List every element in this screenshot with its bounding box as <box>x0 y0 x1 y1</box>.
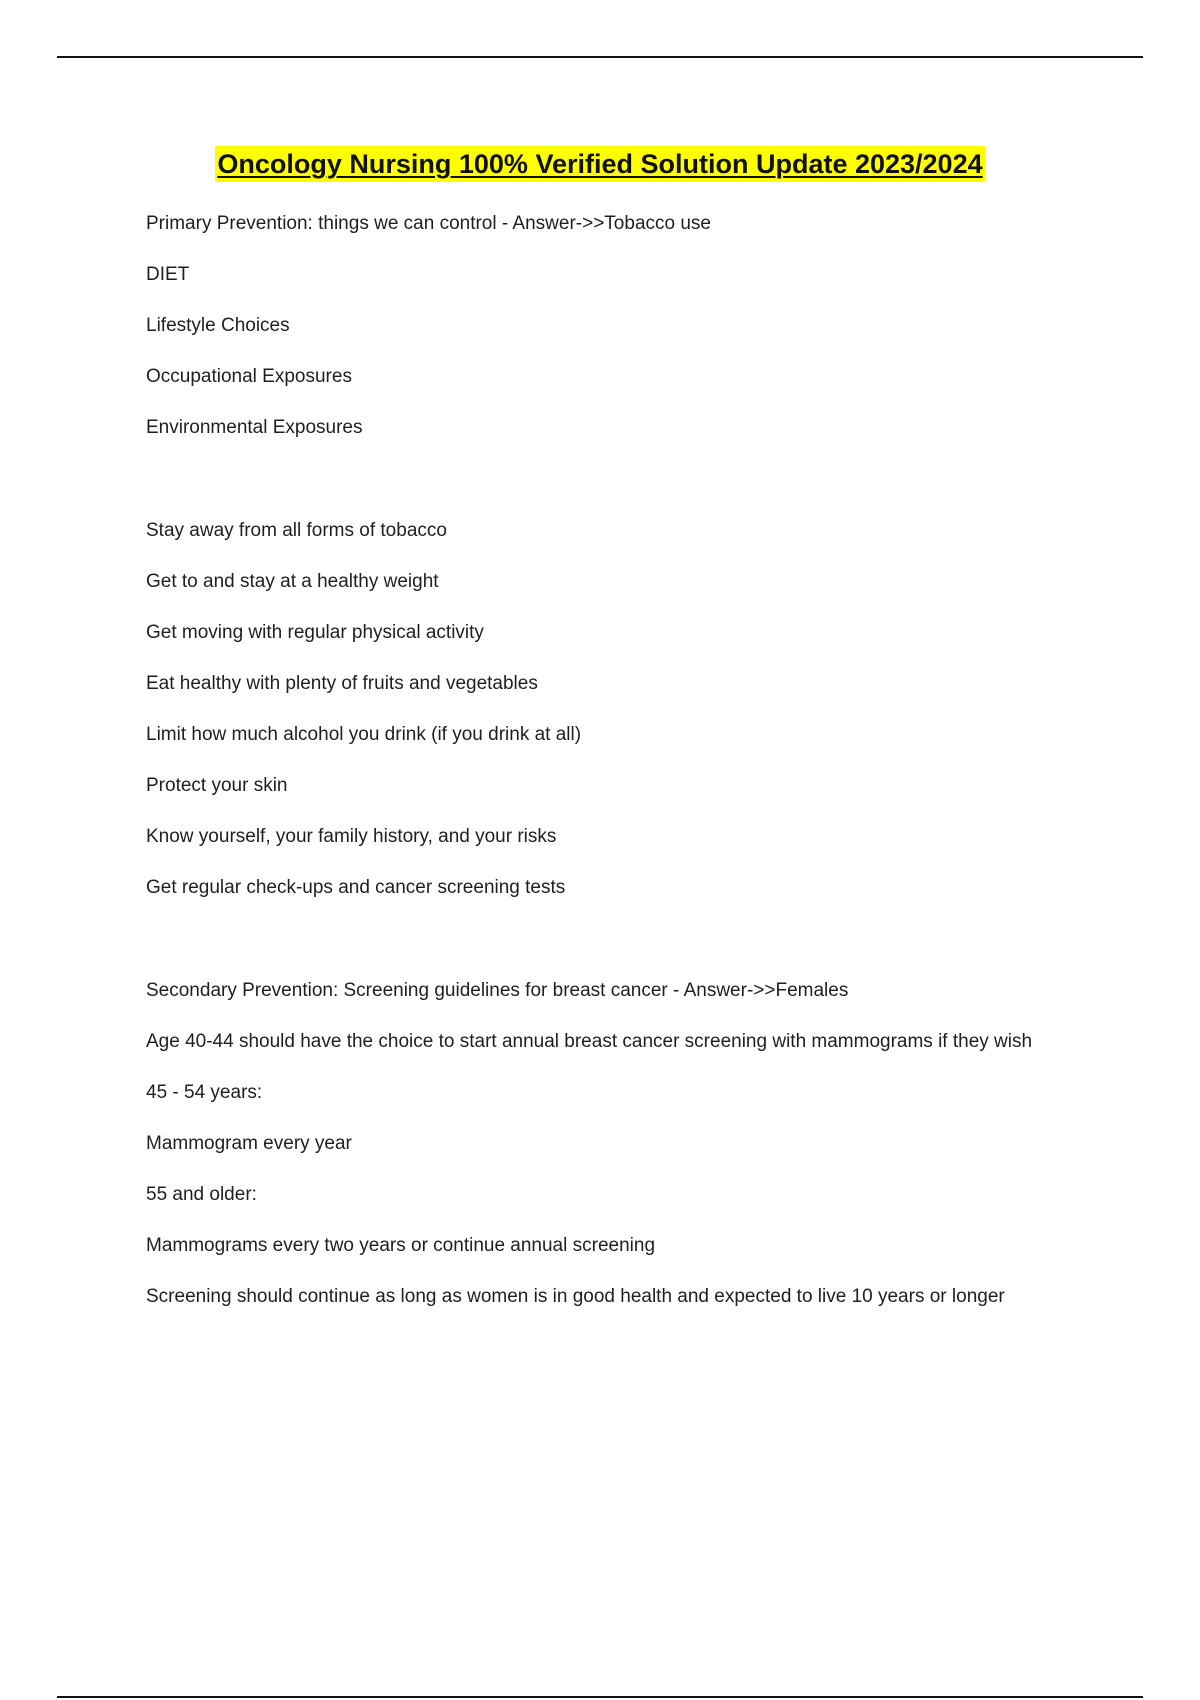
list-item: Age 40-44 should have the choice to start annual breast cancer screening with mammograms if they wish <box>146 1031 1033 1052</box>
title-container <box>0 146 1200 182</box>
list-item: Get to and stay at a healthy weight <box>146 571 439 592</box>
list-item: Limit how much alcohol you drink (if you drink at all) <box>146 724 582 745</box>
header-rule <box>57 56 1143 58</box>
list-item: Eat healthy with plenty of fruits and vegetables <box>146 673 538 694</box>
list-item: Occupational Exposures <box>146 366 352 387</box>
section-spacer <box>146 923 1066 975</box>
list-item: Stay away from all forms of tobacco <box>146 520 447 541</box>
list-item: Get regular check-ups and cancer screening tests <box>146 877 566 898</box>
footer-rule <box>57 1696 1143 1698</box>
primary-prevention-section <box>146 208 1066 444</box>
section-spacer <box>146 463 1066 515</box>
primary-prevention-question: Primary Prevention: things we can control - Answer->>Tobacco use <box>146 213 711 234</box>
list-item: Lifestyle Choices <box>146 315 290 336</box>
list-item: Get moving with regular physical activity <box>146 622 484 643</box>
list-item: Mammogram every year <box>146 1133 352 1154</box>
list-item: DIET <box>146 264 190 285</box>
list-item: 45 - 54 years: <box>146 1082 263 1103</box>
secondary-prevention-section <box>146 975 1066 1313</box>
list-item: Mammograms every two years or continue annual screening <box>146 1235 656 1256</box>
list-item: Know yourself, your family history, and your risks <box>146 826 557 847</box>
document-title: Oncology Nursing 100% Verified Solution Update 2023/2024 <box>215 146 984 182</box>
list-item: 55 and older: <box>146 1184 257 1205</box>
prevention-tips-section <box>146 515 1066 904</box>
list-item: Protect your skin <box>146 775 288 796</box>
document-body <box>146 208 1066 1332</box>
secondary-prevention-question: Secondary Prevention: Screening guidelines for breast cancer - Answer->>Females <box>146 980 849 1001</box>
list-item: Screening should continue as long as women is in good health and expected to live 10 years or longer <box>146 1286 1005 1307</box>
list-item: Environmental Exposures <box>146 417 363 438</box>
